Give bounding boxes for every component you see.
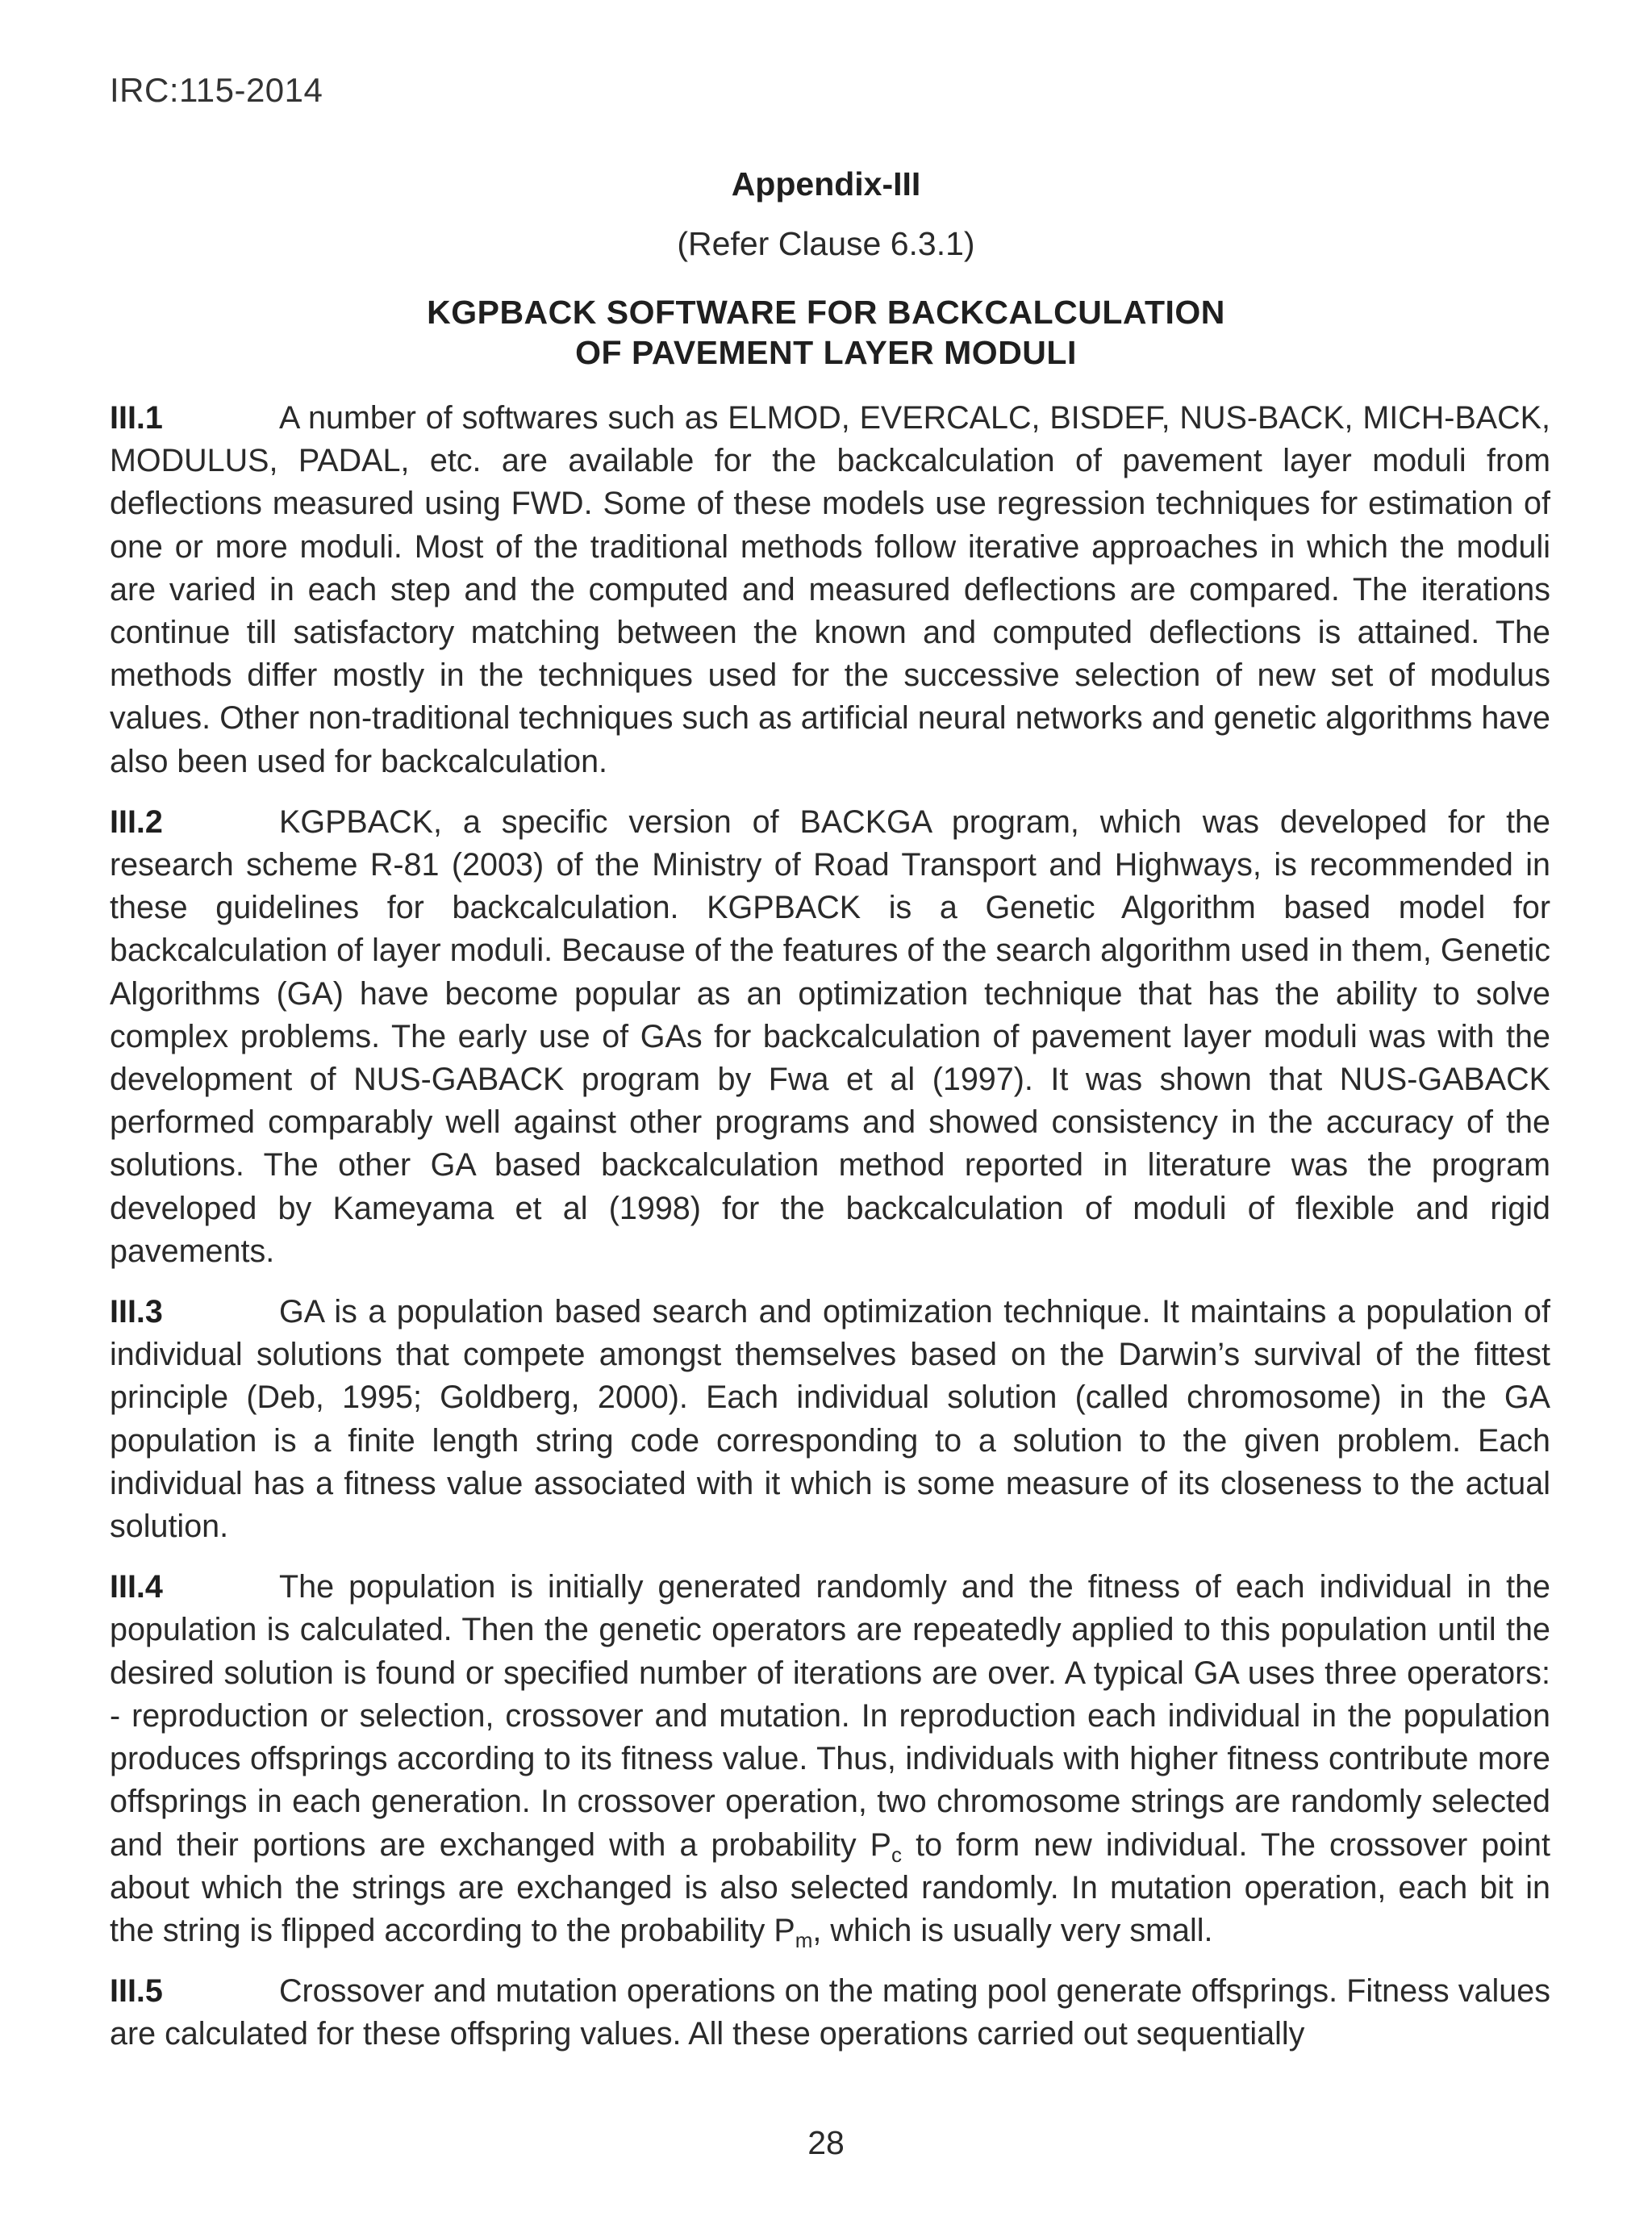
paragraph-number: III.2 xyxy=(110,804,163,840)
section-heading-line-1: KGPBACK SOFTWARE FOR BACKCALCULATION xyxy=(427,294,1225,331)
paragraph-iii-5 xyxy=(110,1970,1550,2056)
subscript-m: m xyxy=(795,1927,813,1952)
paragraph-text: KGPBACK, a specific version of BACKGA program, which was developed for the research scheme R-81 (2003) of the Ministry of Road Transport and Highways, is recommended in these guidelines for backcalculation. KGPBACK is a Genetic Algorithm based model for backcalculation of layer moduli. Because of the features of the search algorithm used in them, Genetic Algorithms (GA) have become popular as an optimization technique that has the ability to solve complex problems. The early use of GAs for backcalculation of pavement layer moduli was with the development of NUS-GABACK program by Fwa et al (1997). It was shown that NUS-GABACK performed comparably well against other programs and showed consistency in the accuracy of the solutions. The other GA based backcalculation method reported in literature was the program developed by Kameyama et al (1998) for the backcalculation of moduli of flexible and rigid pavements. xyxy=(110,804,1550,1269)
subscript-c: c xyxy=(891,1842,903,1867)
refer-clause: (Refer Clause 6.3.1) xyxy=(677,225,975,262)
paragraph-text: GA is a population based search and optimization technique. It maintains a population of individual solutions that compete amongst themselves based on the Darwin’s survival of the fittest principle (Deb, 1995; Goldberg, 2000). Each individual solution (called chromosome) in the GA population is a finite length string code corresponding to a solution to the given problem. Each individual has a fitness value associated with it which is some measure of its closeness to the actual solution. xyxy=(110,1294,1550,1545)
paragraph-number: III.1 xyxy=(110,400,163,436)
paragraph-text-part-c: , which is usually very small. xyxy=(812,1912,1213,1948)
paragraph-iii-4 xyxy=(110,1566,1550,1952)
paragraph-iii-2 xyxy=(110,801,1550,1273)
paragraph-text: A number of softwares such as ELMOD, EVERCALC, BISDEF, NUS-BACK, MICH-BACK, MODULUS, PADAL, etc. are available for the backcalculation of pavement layer moduli from deflections measured using FWD. Some of these models use regression techniques for estimation of one or more moduli. Most of the traditional methods follow iterative approaches in which the moduli are varied in each step and the computed and measured deflections are compared. The iterations continue till satisfactory matching between the known and computed deflections is attained. The methods differ mostly in the techniques used for the successive selection of new set of modulus values. Other non-traditional techniques such as artificial neural networks and genetic algorithms have also been used for backcalculation. xyxy=(110,400,1550,779)
paragraph-text: Crossover and mutation operations on the mating pool generate offsprings. Fitness values are calculated for these offspring values. All these operations carried out sequentially xyxy=(110,1973,1550,2052)
section-heading xyxy=(0,292,1652,373)
page-number: 28 xyxy=(807,2124,845,2161)
paragraph-iii-3 xyxy=(110,1291,1550,1548)
appendix-title: Appendix-III xyxy=(731,165,921,202)
body-text xyxy=(110,397,1550,2074)
paragraph-number: III.4 xyxy=(110,1569,163,1605)
paragraph-number: III.3 xyxy=(110,1294,163,1330)
paragraph-number: III.5 xyxy=(110,1973,163,2010)
paragraph-iii-1 xyxy=(110,397,1550,783)
document-code: IRC:115-2014 xyxy=(110,71,323,109)
paragraph-text-part-a: The population is initially generated randomly and the fitness of each individual in the population is calculated. Then the genetic operators are repeatedly applied to this population until the desired solution is found or specified number of iterations are over. A typical GA uses three operators: - reproduction or selection, crossover and mutation. In reproduction each individual in the population produces offsprings according to its fitness value. Thus, individuals with higher fitness contribute more offsprings in each generation. In crossover operation, two chromosome strings are randomly selected and their portions are exchanged with a probability P xyxy=(110,1569,1550,1863)
paragraph-text-part-b: to form new individual. The crossover point about which the strings are exchanged is also selected randomly. In mutation operation, each bit in the string is flipped according to the probability P xyxy=(110,1826,1550,1948)
section-heading-line-2: OF PAVEMENT LAYER MODULI xyxy=(575,334,1077,371)
